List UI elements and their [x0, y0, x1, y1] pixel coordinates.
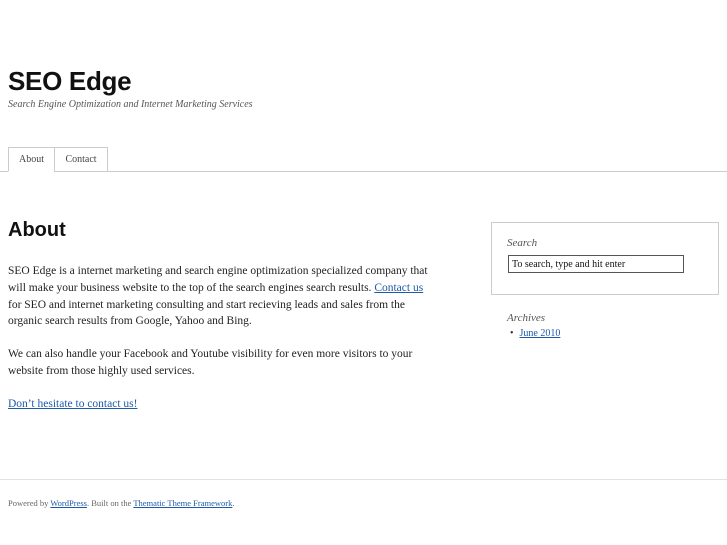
archive-link-june-2010[interactable]: June 2010: [519, 328, 561, 339]
intro-text-end: for SEO and internet marketing consulting and start recieving leads and sales from the organic search results from Google, Yahoo and Bing.: [8, 298, 405, 328]
footer-text-prefix: Powered by: [8, 498, 51, 508]
tab-about[interactable]: About: [8, 147, 55, 172]
search-widget-title: Search: [507, 237, 538, 249]
social-paragraph: We can also handle your Facebook and Youtube visibility for even more visitors to your website from those highly used services.: [8, 348, 413, 377]
archives-list: [510, 328, 560, 339]
contact-cta-link[interactable]: Don’t hesitate to contact us!: [8, 398, 138, 410]
page-title: About: [8, 219, 66, 241]
wordpress-link[interactable]: WordPress: [50, 498, 87, 508]
search-input[interactable]: [508, 255, 684, 273]
main-nav: [0, 147, 727, 172]
archives-widget-title: Archives: [507, 312, 546, 324]
site-title[interactable]: SEO Edge: [8, 66, 132, 96]
footer-divider: [0, 479, 727, 480]
footer-text-suffix: .: [232, 498, 235, 508]
contact-us-link[interactable]: Contact us: [374, 281, 424, 294]
list-item: [510, 328, 560, 339]
intro-paragraph: [8, 263, 428, 330]
thematic-link[interactable]: Thematic Theme Framework: [133, 498, 233, 508]
cta-paragraph: [8, 396, 428, 413]
footer-text-middle: . Built on the: [86, 498, 134, 508]
intro-text-start: SEO Edge is a internet marketing and search engine optimization specialized company that will make your business website to the top of the search engines search results.: [8, 265, 428, 294]
tab-contact[interactable]: Contact: [54, 147, 108, 172]
footer: [8, 498, 234, 508]
site-description: Search Engine Optimization and Internet Marketing Services: [8, 99, 253, 110]
